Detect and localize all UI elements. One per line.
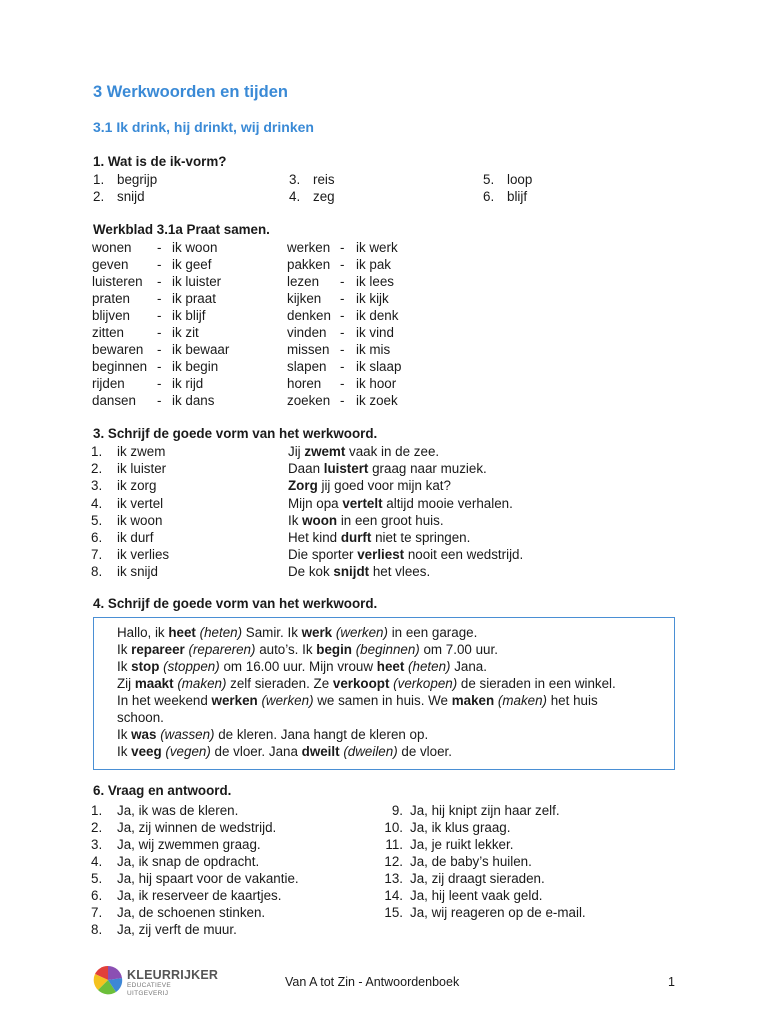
sentence: Zorg jij goed voor mijn kat? (288, 478, 451, 494)
infinitive-hint: (werken) (335, 625, 388, 640)
verb-form: ik woon (117, 512, 163, 528)
answer-word: stop (131, 659, 160, 674)
infinitive-hint: (verkopen) (393, 676, 458, 691)
dash: - (340, 359, 345, 374)
answer-word: luistert (323, 461, 369, 477)
verb-form: ik snijd (117, 564, 158, 580)
answer-word: verliest (357, 547, 405, 563)
ik-form: ik bewaar (172, 342, 230, 357)
item-number: 1. (91, 803, 103, 818)
answer-text: Ja, ik klus graag. (410, 820, 511, 835)
dash: - (340, 257, 345, 272)
answer-text: Ja, ik snap de opdracht. (117, 854, 260, 869)
dash: - (157, 257, 162, 272)
sentence: Mijn opa vertelt altijd mooie verhalen. (288, 495, 513, 511)
dash: - (157, 308, 162, 323)
ik-form: ik mis (356, 342, 391, 357)
verb-form: ik durf (117, 530, 154, 545)
werkblad-title: Werkblad 3.1a Praat samen. (93, 222, 270, 237)
sentence: Daan luistert graag naar muziek. (288, 461, 487, 477)
answer-word: heet (376, 659, 405, 674)
item-text: loop (507, 172, 533, 187)
infinitive-hint: (heten) (408, 659, 451, 674)
answer-word: werk (301, 625, 333, 640)
answer-text: Ja, de baby’s huilen. (410, 854, 532, 869)
answer-word: zwemt (304, 444, 346, 459)
dash: - (157, 240, 162, 255)
ik-form: ik rijd (172, 376, 204, 391)
infinitive: kijken (287, 291, 322, 306)
infinitive-hint: (maken) (497, 693, 548, 708)
dash: - (340, 376, 345, 391)
section-title: 3.1 Ik drink, hij drinkt, wij drinken (93, 119, 314, 135)
ik-form: ik slaap (356, 359, 402, 374)
ik-form: ik zit (172, 325, 199, 340)
text-line: schoon. (117, 710, 164, 725)
infinitive: luisteren (92, 274, 143, 289)
publisher-logo (92, 964, 219, 997)
answer-word: Zorg (288, 478, 318, 494)
logo-tagline: EDUCATIEVE UITGEVERIJ (127, 982, 172, 997)
sentence: De kok snijdt het vlees. (288, 564, 431, 580)
dash: - (340, 240, 345, 255)
ik-form: ik woon (172, 240, 218, 255)
item-number: 6. (91, 888, 103, 903)
item-number: 12. (384, 854, 403, 869)
book-title: Van A tot Zin - Antwoordenboek (285, 975, 460, 989)
text-line: Ik repareer (repareren) auto’s. Ik begin (beginnen) om 7.00 uur. (117, 642, 498, 657)
kleurrijker-logo-icon (92, 964, 124, 996)
item-number: 8. (91, 564, 103, 580)
infinitive-hint: (beginnen) (355, 642, 420, 657)
item-number: 6. (483, 189, 495, 204)
exercise-4-text-box (93, 617, 675, 770)
dash: - (157, 342, 162, 357)
dash: - (340, 393, 345, 408)
item-number: 4. (91, 854, 103, 869)
infinitive: dansen (92, 393, 136, 408)
item-number: 4. (289, 189, 301, 204)
infinitive: denken (287, 308, 331, 323)
answer-text: Ja, ik was de kleren. (117, 803, 239, 818)
text-line: Hallo, ik heet (heten) Samir. Ik werk (werken) in een garage. (117, 625, 478, 640)
answer-word: woon (302, 512, 338, 528)
ik-form: ik kijk (356, 291, 389, 306)
item-number: 9. (391, 803, 403, 818)
ik-form: ik lees (356, 274, 394, 289)
infinitive: missen (287, 342, 330, 357)
sentence: Jij zwemt vaak in de zee. (288, 444, 440, 459)
item-text: blijf (507, 189, 528, 204)
dash: - (340, 274, 345, 289)
item-number: 7. (91, 905, 103, 920)
text-line: Ik was (wassen) de kleren. Jana hangt de kleren op. (117, 727, 429, 742)
answer-text: Ja, hij knipt zijn haar zelf. (410, 803, 560, 818)
answer-word: maakt (134, 676, 174, 691)
verb-form: ik luister (117, 461, 167, 477)
page-number: 1 (668, 975, 675, 989)
sentence: Het kind durft niet te springen. (288, 530, 471, 545)
infinitive: beginnen (92, 359, 148, 374)
ik-form: ik luister (172, 274, 222, 289)
infinitive-hint: (stoppen) (163, 659, 220, 674)
item-number: 6. (91, 530, 103, 545)
infinitive: slapen (287, 359, 327, 374)
infinitive: rijden (92, 376, 125, 391)
ik-form: ik werk (356, 240, 398, 255)
verb-form: ik zwem (117, 444, 166, 459)
answer-word: maken (451, 693, 495, 708)
item-number: 5. (483, 172, 495, 187)
answer-word: verkoopt (332, 676, 390, 691)
item-number: 5. (91, 512, 103, 528)
infinitive: geven (92, 257, 129, 272)
infinitive: pakken (287, 257, 331, 272)
answer-word: repareer (131, 642, 185, 657)
item-number: 3. (91, 478, 103, 494)
item-number: 4. (91, 495, 103, 511)
infinitive-hint: (repareren) (188, 642, 256, 657)
infinitive: wonen (92, 240, 132, 255)
answer-word: dweilt (301, 744, 340, 759)
item-number: 2. (91, 820, 103, 835)
answer-text: Ja, ik reserveer de kaartjes. (117, 888, 282, 903)
item-number: 1. (91, 444, 103, 459)
answer-word: snijdt (333, 564, 370, 580)
item-text: begrijp (117, 172, 158, 187)
item-number: 13. (384, 871, 403, 886)
infinitive-hint: (maken) (177, 676, 227, 691)
verb-form: ik zorg (117, 478, 157, 494)
infinitive-hint: (heten) (199, 625, 243, 640)
answer-word: vertelt (342, 495, 383, 511)
item-text: zeg (313, 189, 335, 204)
sentence: Die sporter verliest nooit een wedstrijd. (288, 547, 524, 563)
dash: - (340, 325, 345, 340)
ik-form: ik begin (172, 359, 219, 374)
dash: - (157, 376, 162, 391)
answer-word: heet (168, 625, 196, 640)
infinitive-hint: (vegen) (165, 744, 211, 759)
answer-text: Ja, wij reageren op de e-mail. (410, 905, 586, 920)
item-number: 7. (91, 547, 103, 563)
ik-form: ik geef (172, 257, 212, 272)
dash: - (340, 291, 345, 306)
verb-form: ik verlies (117, 547, 170, 563)
item-number: 14. (384, 888, 403, 903)
chapter-title: 3 Werkwoorden en tijden (93, 83, 288, 101)
item-number: 2. (91, 461, 103, 477)
answer-text: Ja, zij winnen de wedstrijd. (117, 820, 277, 835)
answer-text: Ja, wij zwemmen graag. (117, 837, 261, 852)
answer-text: Ja, hij spaart voor de vakantie. (117, 871, 299, 886)
answer-word: durft (340, 530, 372, 545)
answer-text: Ja, de schoenen stinken. (117, 905, 266, 920)
infinitive: praten (92, 291, 130, 306)
infinitive-hint: (wassen) (160, 727, 215, 742)
dash: - (157, 291, 162, 306)
text-line: Zij maakt (maken) zelf sieraden. Ze verkoopt (verkopen) de sieraden in een winkel. (117, 676, 616, 691)
infinitive: werken (287, 240, 331, 255)
exercise-3-title: 3. Schrijf de goede vorm van het werkwoord. (93, 426, 378, 441)
verb-form: ik vertel (117, 495, 164, 511)
item-number: 1. (93, 172, 105, 187)
text-line: Ik stop (stoppen) om 16.00 uur. Mijn vrouw heet (heten) Jana. (117, 659, 487, 674)
item-number: 8. (91, 922, 103, 937)
ik-form: ik hoor (356, 376, 397, 391)
logo-name: KLEURRIJKER (127, 968, 219, 982)
answer-word: veeg (131, 744, 162, 759)
infinitive: zoeken (287, 393, 331, 408)
infinitive: zitten (92, 325, 125, 340)
infinitive: bewaren (92, 342, 144, 357)
item-number: 11. (385, 837, 403, 852)
text-line: In het weekend werken (werken) we samen in huis. We maken (maken) het huis (117, 693, 598, 708)
ik-form: ik pak (356, 257, 391, 272)
answer-text: Ja, zij draagt sieraden. (410, 871, 545, 886)
item-number: 5. (91, 871, 103, 886)
ik-form: ik zoek (356, 393, 398, 408)
answer-word: was (131, 727, 157, 742)
item-text: reis (313, 172, 335, 187)
item-number: 10. (384, 820, 403, 835)
dash: - (157, 393, 162, 408)
dash: - (340, 342, 345, 357)
answer-word: werken (211, 693, 258, 708)
infinitive: lezen (287, 274, 320, 289)
answer-word: begin (316, 642, 352, 657)
dash: - (340, 308, 345, 323)
item-number: 15. (384, 905, 403, 920)
item-number: 3. (289, 172, 301, 187)
dash: - (157, 359, 162, 374)
infinitive: vinden (287, 325, 327, 340)
answer-text: Ja, zij verft de muur. (117, 922, 237, 937)
item-number: 3. (91, 837, 103, 852)
ik-form: ik praat (172, 291, 216, 306)
infinitive-hint: (dweilen) (343, 744, 398, 759)
exercise-4-title: 4. Schrijf de goede vorm van het werkwoord. (93, 596, 378, 611)
infinitive-hint: (werken) (261, 693, 314, 708)
ik-form: ik blijf (172, 308, 206, 323)
ik-form: ik denk (356, 308, 399, 323)
item-text: snijd (117, 189, 145, 204)
item-number: 2. (93, 189, 105, 204)
infinitive: blijven (92, 308, 130, 323)
ik-form: ik vind (356, 325, 394, 340)
dash: - (157, 325, 162, 340)
ik-form: ik dans (172, 393, 215, 408)
sentence: Ik woon in een groot huis. (288, 512, 444, 528)
dash: - (157, 274, 162, 289)
exercise-6-title: 6. Vraag en antwoord. (93, 783, 232, 798)
infinitive: horen (287, 376, 322, 391)
exercise-1-title: 1. Wat is de ik-vorm? (93, 154, 227, 169)
answer-text: Ja, hij leent vaak geld. (410, 888, 543, 903)
answer-text: Ja, je ruikt lekker. (410, 837, 514, 852)
text-line: Ik veeg (vegen) de vloer. Jana dweilt (dweilen) de vloer. (117, 744, 452, 759)
